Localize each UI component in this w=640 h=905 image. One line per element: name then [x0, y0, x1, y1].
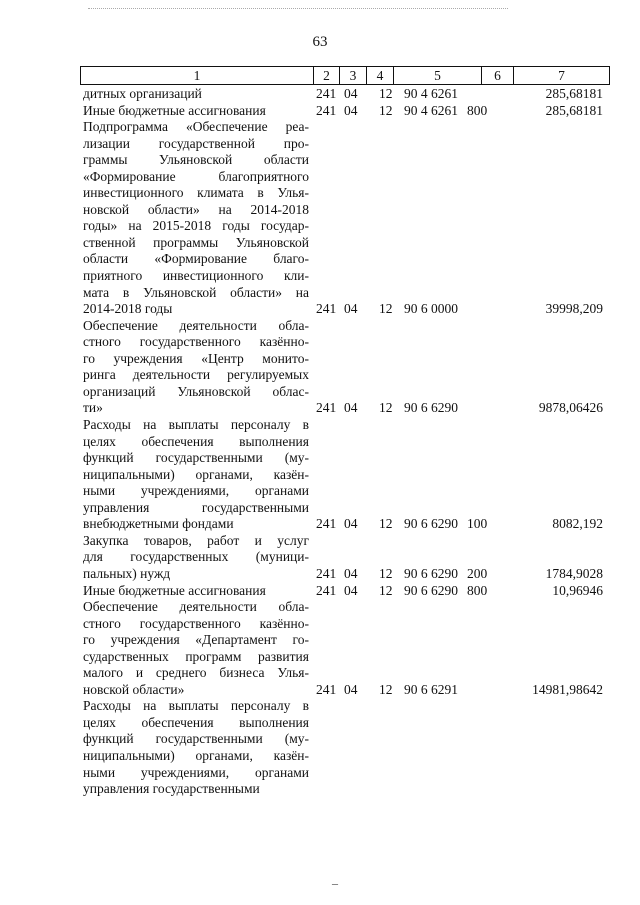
amount-value: 10,96946 — [552, 582, 603, 598]
footer-mark: – — [332, 876, 338, 890]
description-line: ственной программы Ульяновской — [83, 234, 309, 250]
description-line: малого и среднего бизнеса Улья- — [83, 665, 309, 681]
ministry-code: 241 — [316, 102, 337, 118]
row-description — [83, 698, 309, 797]
ministry-code: 241 — [316, 86, 337, 101]
target-article-code: 90 4 6261 — [404, 86, 458, 101]
header-col-6: 6 — [482, 67, 514, 84]
description-line: для государственных (муници- — [83, 549, 309, 565]
description-line: инвестиционного климата в Улья- — [83, 185, 309, 201]
description-line: управления государственными — [83, 781, 260, 797]
subsection-code: 12 — [379, 516, 393, 532]
header-col-3: 3 — [340, 67, 367, 84]
expense-type-code: 200 — [467, 565, 488, 581]
ministry-code: 241 — [316, 301, 337, 317]
expense-type-code: 800 — [467, 582, 488, 598]
table-row — [0, 417, 640, 533]
description-line: Расходы на выплаты персоналу в — [83, 417, 309, 432]
description-line: сударственных программ развития — [83, 648, 309, 664]
description-line: ринга деятельности регулируемых — [83, 367, 309, 383]
description-line: 2014-2018 годы — [83, 301, 173, 317]
scan-artifact — [88, 8, 508, 11]
amount-value: 14981,98642 — [532, 681, 603, 697]
section-code: 04 — [344, 565, 358, 581]
description-line: Закупка товаров, работ и услуг — [83, 532, 309, 548]
subsection-code: 12 — [379, 86, 393, 101]
description-line: организаций Ульяновской облас- — [83, 383, 309, 399]
subsection-code: 12 — [379, 681, 393, 697]
description-line: граммы Ульяновской области — [83, 152, 309, 168]
target-article-code: 90 4 6261 — [404, 102, 458, 118]
description-line: внебюджетными фондами — [83, 516, 234, 532]
amount-value: 285,68181 — [545, 86, 603, 101]
table-row — [0, 698, 640, 797]
section-code: 04 — [344, 681, 358, 697]
target-article-code: 90 6 6291 — [404, 681, 458, 697]
description-line: ниципальными) органами, казён- — [83, 747, 309, 763]
target-article-code: 90 6 6290 — [404, 516, 458, 532]
row-description — [83, 103, 309, 120]
subsection-code: 12 — [379, 102, 393, 118]
description-line: новской области» — [83, 681, 185, 697]
amount-value: 39998,209 — [545, 301, 603, 317]
description-line: ниципальными) органами, казён- — [83, 466, 309, 482]
amount-value: 8082,192 — [552, 516, 603, 532]
row-description — [83, 119, 309, 318]
description-line: го учреждения «Департамент го- — [83, 632, 309, 648]
section-code: 04 — [344, 516, 358, 532]
amount-value: 285,68181 — [545, 102, 603, 118]
description-line: го учреждения «Центр монито- — [83, 350, 309, 366]
description-line: дитных организаций — [83, 86, 202, 101]
description-line: пальных) нужд — [83, 565, 171, 581]
amount-value: 1784,9028 — [545, 565, 603, 581]
section-code: 04 — [344, 400, 358, 416]
description-line: годы» на 2015-2018 годы государ- — [83, 218, 309, 234]
description-line: «Формирование благоприятного — [83, 168, 309, 184]
section-code: 04 — [344, 582, 358, 598]
section-code: 04 — [344, 86, 358, 101]
subsection-code: 12 — [379, 582, 393, 598]
table-row — [0, 533, 640, 583]
description-line: стного государственного казённо- — [83, 615, 309, 631]
description-line: функций государственными (му- — [83, 450, 309, 466]
description-line: ти» — [83, 400, 103, 416]
description-line: приятного инвестиционного кли- — [83, 268, 309, 284]
section-code: 04 — [344, 301, 358, 317]
description-line: лизации государственной про- — [83, 135, 309, 151]
section-code: 04 — [344, 102, 358, 118]
table-row — [0, 86, 640, 103]
target-article-code: 90 6 6290 — [404, 400, 458, 416]
row-description — [83, 599, 309, 698]
description-line: Расходы на выплаты персоналу в — [83, 698, 309, 714]
ministry-code: 241 — [316, 565, 337, 581]
expense-type-code: 800 — [467, 102, 488, 118]
table-row — [0, 119, 640, 318]
description-line: новской области» на 2014-2018 — [83, 201, 309, 217]
target-article-code: 90 6 6290 — [404, 582, 458, 598]
description-line: Обеспечение деятельности обла- — [83, 317, 309, 333]
description-line: Обеспечение деятельности обла- — [83, 599, 309, 615]
table-row — [0, 318, 640, 417]
row-description — [83, 583, 309, 600]
description-line: Подпрограмма «Обеспечение реа- — [83, 119, 309, 135]
table-header — [80, 66, 610, 85]
subsection-code: 12 — [379, 301, 393, 317]
expense-type-code: 100 — [467, 516, 488, 532]
target-article-code: 90 6 0000 — [404, 301, 458, 317]
description-line: Иные бюджетные ассигнования — [83, 102, 266, 118]
row-description — [83, 417, 309, 533]
header-col-4: 4 — [367, 67, 394, 84]
ministry-code: 241 — [316, 516, 337, 532]
description-line: ными учреждениями, органами — [83, 764, 309, 780]
description-line: целях обеспечения выполнения — [83, 433, 309, 449]
header-col-5: 5 — [394, 67, 482, 84]
table-row — [0, 103, 640, 120]
description-line: ными учреждениями, органами — [83, 483, 309, 499]
subsection-code: 12 — [379, 565, 393, 581]
ministry-code: 241 — [316, 681, 337, 697]
row-description — [83, 533, 309, 583]
table-row — [0, 599, 640, 698]
header-col-2: 2 — [314, 67, 340, 84]
header-col-1: 1 — [81, 67, 314, 84]
description-line: мата в Ульяновской области» на — [83, 284, 309, 300]
ministry-code: 241 — [316, 400, 337, 416]
row-description — [83, 86, 309, 103]
amount-value: 9878,06426 — [538, 400, 603, 416]
description-line: области «Формирование благо- — [83, 251, 309, 267]
page-number: 63 — [312, 34, 328, 50]
description-line: функций государственными (му- — [83, 731, 309, 747]
header-col-7: 7 — [558, 68, 565, 83]
description-line: управления государственными — [83, 499, 309, 515]
row-description — [83, 318, 309, 417]
description-line: целях обеспечения выполнения — [83, 714, 309, 730]
description-line: Иные бюджетные ассигнования — [83, 582, 266, 598]
description-line: стного государственного казённо- — [83, 334, 309, 350]
ministry-code: 241 — [316, 582, 337, 598]
table-row — [0, 583, 640, 600]
target-article-code: 90 6 6290 — [404, 565, 458, 581]
subsection-code: 12 — [379, 400, 393, 416]
